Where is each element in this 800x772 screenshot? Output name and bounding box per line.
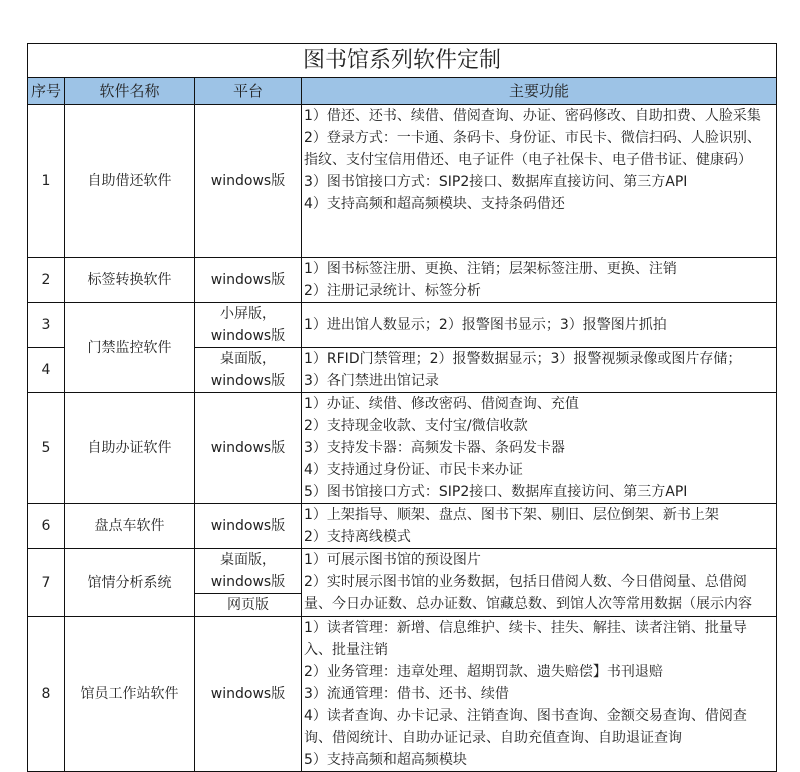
feature-line: 4）支持高频和超高频模块、支持条码借还	[304, 196, 565, 212]
feature-line: 1）办证、续借、修改密码、借阅查询、充值	[304, 396, 579, 412]
feature-line: 3）流通管理：借书、还书、续借	[304, 686, 509, 702]
feature-line: 3）图书馆接口方式：SIP2接口、数据库直接访问、第三方API	[304, 174, 688, 190]
header-no: 序号	[28, 78, 65, 105]
row-platform: 小屏版，windows版	[195, 303, 302, 348]
feature-line: 3）各门禁进出馆记录	[304, 373, 439, 389]
feature-line: 2）支持离线模式	[304, 529, 411, 545]
row-features	[302, 258, 777, 303]
row-features	[302, 617, 777, 772]
feature-line: 2）支持现金收款、支付宝/微信收款	[304, 418, 528, 434]
header-name: 软件名称	[65, 78, 195, 105]
row-features	[302, 303, 777, 348]
feature-line: 2）实时展示图书馆的业务数据，包括日借阅人数、今日借阅量、总借阅量、今日办证数、总办证数、馆藏总数、到馆人次等常用数据（展示内容	[304, 574, 752, 612]
row-platform: 桌面版，windows版	[195, 549, 302, 594]
table-row	[28, 549, 777, 594]
table-row	[28, 504, 777, 549]
feature-line: 3）支持发卡器：高频发卡器、条码发卡器	[304, 440, 565, 456]
row-no: 1	[28, 105, 65, 258]
table-title: 图书馆系列软件定制	[28, 44, 777, 78]
row-no: 8	[28, 617, 65, 772]
row-platform-web: 网页版	[195, 594, 302, 617]
row-features	[302, 504, 777, 549]
table-row	[28, 303, 777, 348]
row-name: 门禁监控软件	[65, 303, 195, 393]
row-platform: windows版	[195, 258, 302, 303]
row-platform: 桌面版，windows版	[195, 348, 302, 393]
row-platform: windows版	[195, 393, 302, 504]
row-no: 7	[28, 549, 65, 617]
feature-line: 2）业务管理：违章处理、超期罚款、遗失赔偿】书刊退赔	[304, 664, 663, 680]
row-name: 盘点车软件	[65, 504, 195, 549]
row-features	[302, 393, 777, 504]
feature-line: 4）支持通过身份证、市民卡来办证	[304, 462, 523, 478]
row-features	[302, 549, 777, 617]
row-features	[302, 348, 777, 393]
feature-line: 5）支持高频和超高频模块	[304, 752, 467, 768]
header-features: 主要功能	[302, 78, 777, 105]
software-table-sheet	[27, 43, 776, 772]
header-platform: 平台	[195, 78, 302, 105]
table-row	[28, 617, 777, 772]
row-name: 馆情分析系统	[65, 549, 195, 617]
software-table	[27, 43, 777, 772]
table-row	[28, 105, 777, 258]
feature-line: 2）注册记录统计、标签分析	[304, 283, 481, 299]
row-name: 自助办证软件	[65, 393, 195, 504]
feature-line: 1）RFID门禁管理；2）报警数据显示；3）报警视频录像或图片存储；	[304, 351, 742, 367]
row-platform: windows版	[195, 504, 302, 549]
row-platform: windows版	[195, 105, 302, 258]
feature-line: 1）上架指导、顺架、盘点、图书下架、剔旧、层位倒架、新书上架	[304, 507, 719, 523]
row-name: 馆员工作站软件	[65, 617, 195, 772]
row-no: 5	[28, 393, 65, 504]
feature-line: 5）图书馆接口方式：SIP2接口、数据库直接访问、第三方API	[304, 484, 688, 500]
header-row	[28, 78, 777, 105]
table-row	[28, 258, 777, 303]
row-platform: windows版	[195, 617, 302, 772]
row-no: 4	[28, 348, 65, 393]
feature-line: 2）登录方式：一卡通、条码卡、身份证、市民卡、微信扫码、人脸识别、指纹、支付宝信用借还、电子证件（电子社保卡、电子借书证、健康码）	[304, 130, 761, 168]
row-name: 标签转换软件	[65, 258, 195, 303]
feature-line: 1）图书标签注册、更换、注销；层架标签注册、更换、注销	[304, 261, 677, 277]
feature-line: 4）读者查询、办卡记录、注销查询、图书查询、金额交易查询、借阅查询、借阅统计、自助办证记录、自助充值查询、自助退证查询	[304, 708, 747, 746]
feature-line: 1）借还、还书、续借、借阅查询、办证、密码修改、自助扣费、人脸采集	[304, 108, 761, 124]
row-no: 3	[28, 303, 65, 348]
row-features	[302, 105, 777, 258]
row-no: 2	[28, 258, 65, 303]
table-row	[28, 393, 777, 504]
row-name: 自助借还软件	[65, 105, 195, 258]
feature-line: 1）读者管理：新增、信息维护、续卡、挂失、解挂、读者注销、批量导入、批量注销	[304, 620, 747, 658]
feature-line: 1）可展示图书馆的预设图片	[304, 552, 481, 568]
row-no: 6	[28, 504, 65, 549]
feature-line: 1）进出馆人数显示；2）报警图书显示；3）报警图片抓拍	[304, 317, 667, 333]
